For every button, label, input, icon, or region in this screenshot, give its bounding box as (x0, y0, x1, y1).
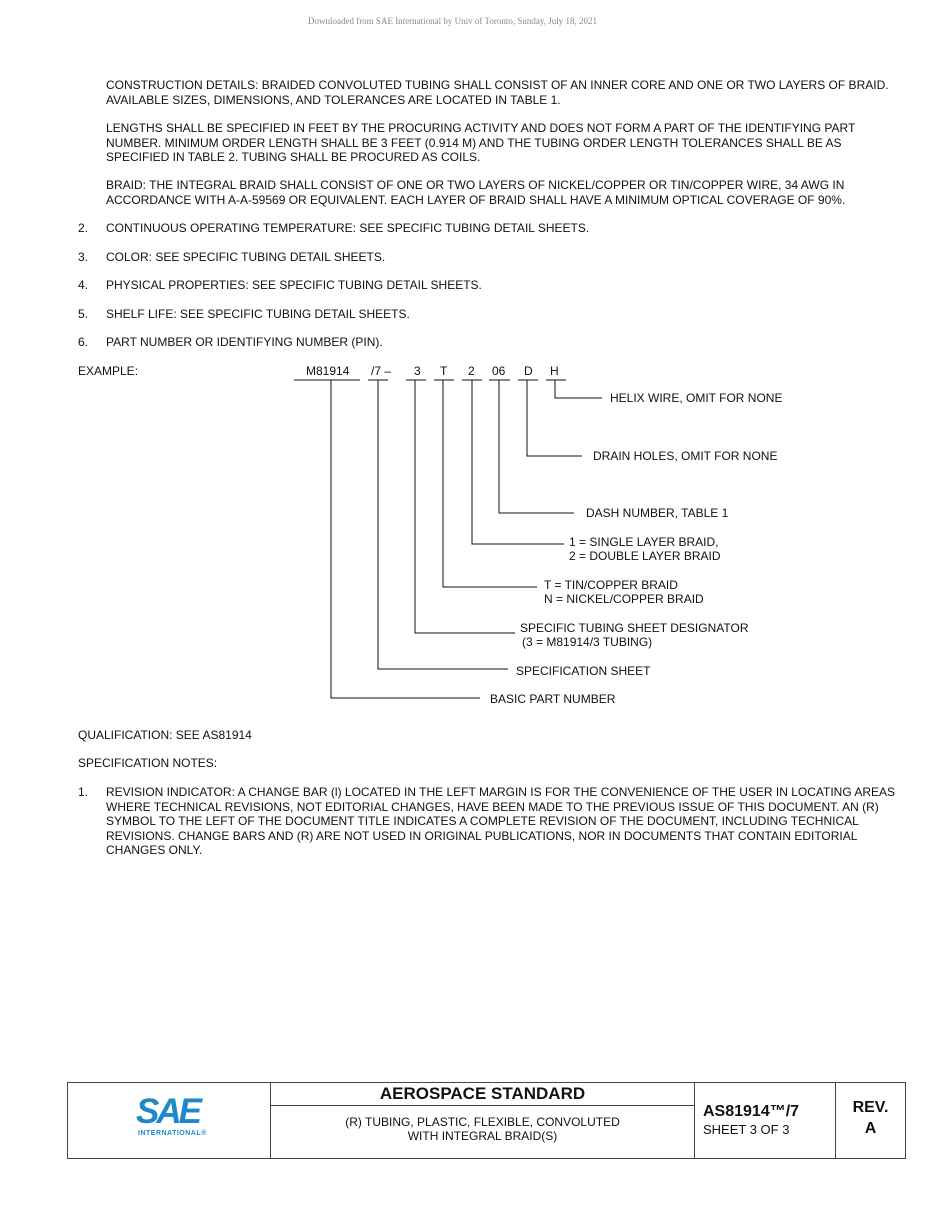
construction-details-paragraph: CONSTRUCTION DETAILS: BRAIDED CONVOLUTED TUBING SHALL CONSIST OF AN INNER CORE AND ONE OR TWO LAYERS OF BRAID. AVAILABLE SIZES, DIMENSIONS, AND TOLERANCES ARE LOCATED IN TABLE 1. (106, 78, 889, 107)
item-text: PHYSICAL PROPERTIES: SEE SPECIFIC TUBING DETAIL SHEETS. (106, 278, 482, 292)
sae-logo (68, 1083, 270, 1158)
leader-designator (415, 380, 515, 633)
qualification-text: QUALIFICATION: SEE AS81914 (78, 728, 252, 742)
code-braid-type: T (440, 364, 448, 378)
leader-dash (499, 380, 574, 513)
revision-indicator-note: REVISION INDICATOR: A CHANGE BAR (l) LOCATED IN THE LEFT MARGIN IS FOR THE CONVENIENCE OF THE USER IN LOCATING AREAS WHERE TECHNICAL REVISIONS, NOT EDITORIAL CHANGES, HAVE BEEN MADE TO THE PREVIOUS ISSUE OF THIS DOCUMENT. AN (R) SYMBOL TO THE LEFT OF THE DOCUMENT TITLE INDICATES A COMPLETE REVISION OF THE DOCUMENT, INCLUDING TECHNICAL REVISIONS. CHANGE BARS AND (R) ARE NOT USED IN ORIGINAL PUBLICATIONS, NOR IN DOCUMENTS THAT CONTAIN EDITORIAL CHANGES ONLY. (106, 785, 896, 857)
leader-helix (555, 380, 602, 398)
code-layers: 2 (468, 364, 475, 378)
spec-notes-heading: SPECIFICATION NOTES: (78, 756, 218, 770)
label-basic-part-number: BASIC PART NUMBER (490, 692, 616, 706)
standard-title: AEROSPACE STANDARD (271, 1083, 694, 1106)
document-number: AS81914™/7 (703, 1103, 800, 1120)
code-basic: M81914 (306, 364, 350, 378)
code-drain: D (524, 364, 533, 378)
label-nickel-copper: N = NICKEL/COPPER BRAID (544, 592, 704, 606)
label-drain-holes: DRAIN HOLES, OMIT FOR NONE (593, 449, 778, 463)
lengths-paragraph: LENGTHS SHALL BE SPECIFIED IN FEET BY THE PROCURING ACTIVITY AND DOES NOT FORM A PART OF THE IDENTIFYING PART NUMBER. MINIMUM ORDER LENGTH SHALL BE 3 FEET (0.914 M) AND THE TUBING ORDER LENGTH TOLERANCES SHALL BE AS SPECIFIED IN TABLE 2. TUBING SHALL BE PROCURED AS COILS. (106, 121, 856, 164)
note-number: 1. (78, 785, 89, 799)
document-number-cell (694, 1083, 835, 1158)
item-number: 6. (78, 335, 89, 349)
title-block (67, 1082, 906, 1159)
download-watermark: Downloaded from SAE International by Univ of Toronto, Sunday, July 18, 2021 (307, 16, 598, 26)
document-title-line-1: (R) TUBING, PLASTIC, FLEXIBLE, CONVOLUTED (345, 1115, 620, 1129)
item-text: PART NUMBER OR IDENTIFYING NUMBER (PIN). (106, 335, 383, 349)
sheet-number: SHEET 3 OF 3 (703, 1122, 790, 1137)
item-text: COLOR: SEE SPECIFIC TUBING DETAIL SHEETS. (106, 250, 386, 264)
item-text: CONTINUOUS OPERATING TEMPERATURE: SEE SPECIFIC TUBING DETAIL SHEETS. (106, 221, 590, 235)
item-number: 2. (78, 221, 89, 235)
sae-logo-text: SAE (136, 1092, 199, 1131)
label-sheet-designator: SPECIFIC TUBING SHEET DESIGNATOR (520, 621, 749, 635)
item-number: 5. (78, 307, 89, 321)
label-double-layer: 2 = DOUBLE LAYER BRAID (569, 549, 721, 563)
leader-braid (443, 380, 537, 587)
label-helix-wire: HELIX WIRE, OMIT FOR NONE (610, 391, 783, 405)
code-helix: H (550, 364, 559, 378)
code-spec-sheet: /7 – (371, 364, 392, 378)
revision-cell (835, 1083, 905, 1158)
item-number: 4. (78, 278, 89, 292)
label-dash-number: DASH NUMBER, TABLE 1 (586, 506, 729, 520)
example-label: EXAMPLE: (78, 364, 139, 378)
code-dash: 06 (492, 364, 506, 378)
revision-label: REV. (852, 1099, 889, 1116)
item-text: SHELF LIFE: SEE SPECIFIC TUBING DETAIL SHEETS. (106, 307, 410, 321)
label-single-layer: 1 = SINGLE LAYER BRAID, (569, 535, 719, 549)
label-sheet-designator-example: (3 = M81914/3 TUBING) (522, 635, 653, 649)
title-cell (270, 1083, 694, 1158)
document-title-line-2: WITH INTEGRAL BRAID(S) (407, 1129, 558, 1143)
revision-value: A (864, 1120, 877, 1137)
braid-paragraph: BRAID: THE INTEGRAL BRAID SHALL CONSIST OF ONE OR TWO LAYERS OF NICKEL/COPPER OR TIN/COPPER WIRE, 34 AWG IN ACCORDANCE WITH A-A-59569 OR EQUIVALENT. EACH LAYER OF BRAID SHALL HAVE A MINIMUM OPTICAL COVERAGE OF 90%. (106, 178, 846, 207)
sae-logo-subtext: INTERNATIONAL® (138, 1130, 207, 1137)
label-tin-copper: T = TIN/COPPER BRAID (544, 578, 678, 592)
label-specification-sheet: SPECIFICATION SHEET (516, 664, 651, 678)
leader-basic (331, 380, 480, 698)
item-number: 3. (78, 250, 89, 264)
leader-layers (472, 380, 564, 544)
code-sheet-designator: 3 (414, 364, 421, 378)
